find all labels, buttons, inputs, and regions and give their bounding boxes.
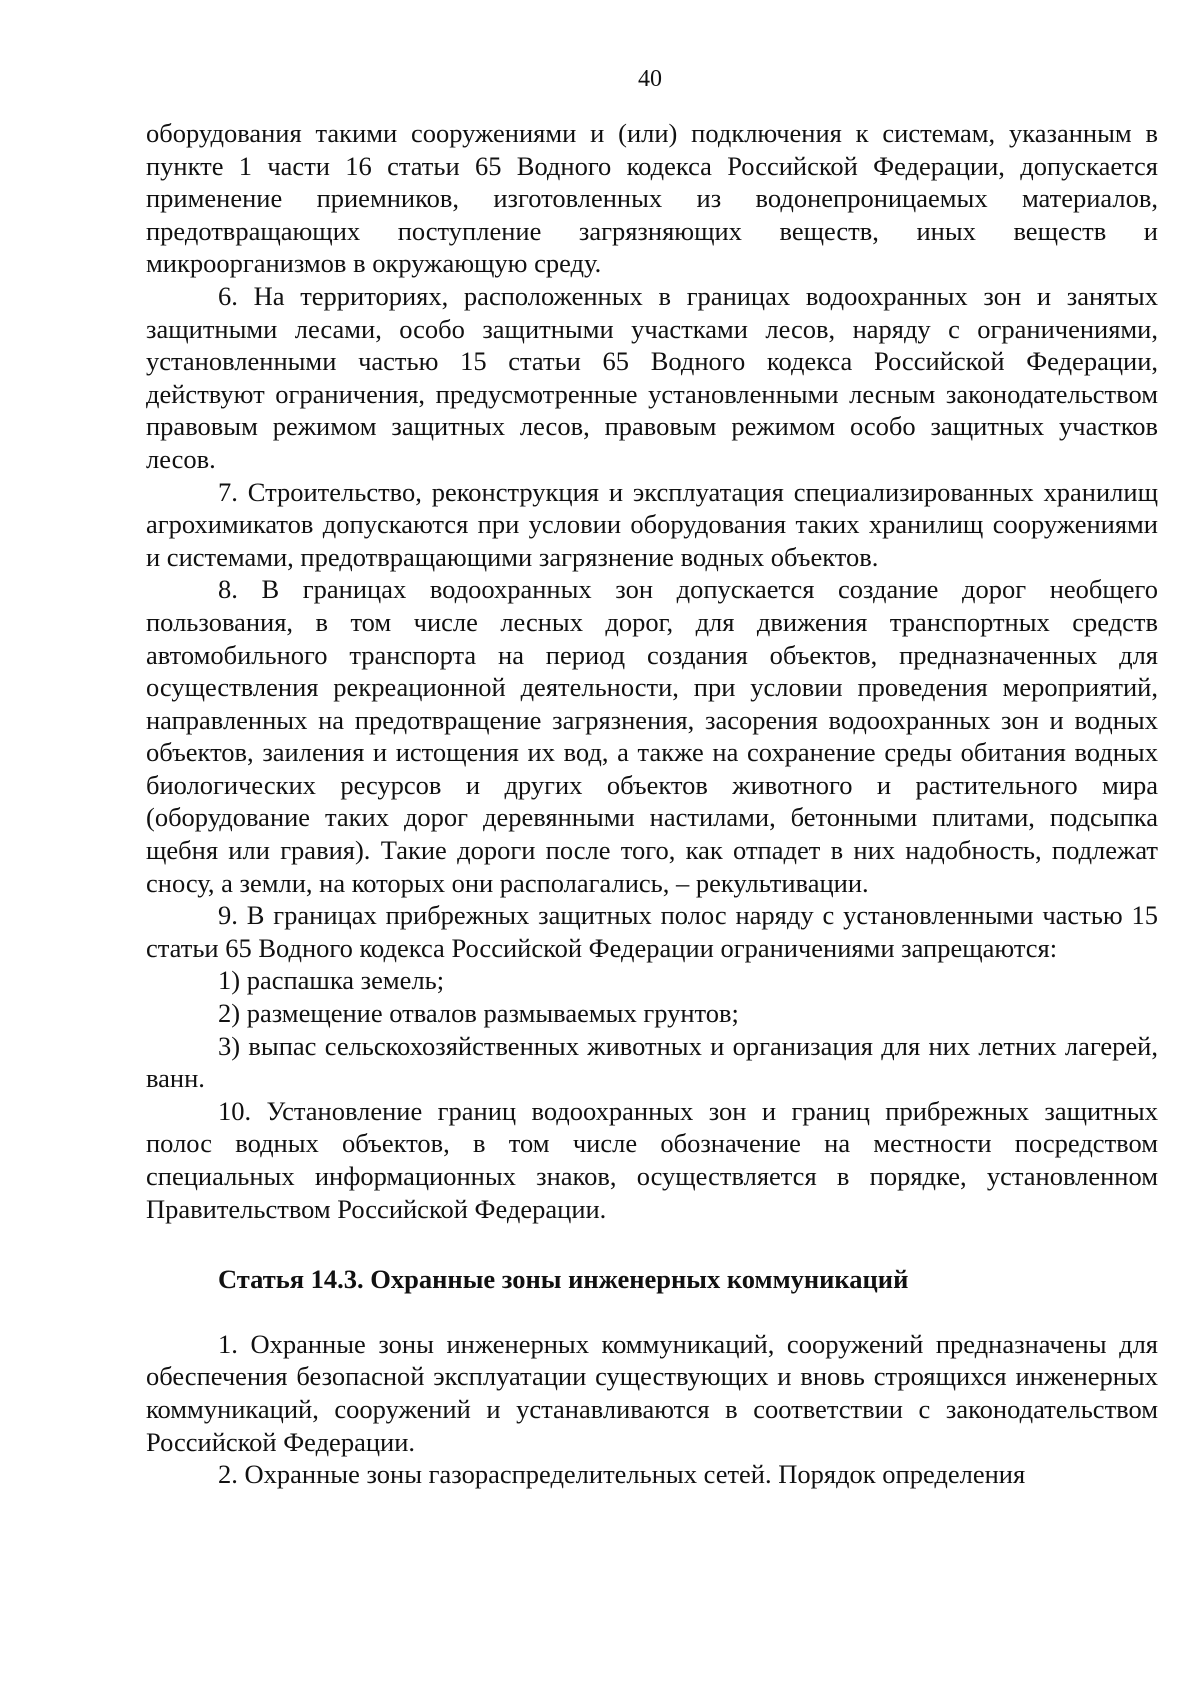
paragraph-item-8: 8. В границах водоохранных зон допускается создание дорог необщего пользования, в том числе лесных дорог, для движения транспортных средств автомобильного транспорта на период создания объектов, предназначенных для осуществления рекреационной деятельности, при условии проведения мероприятий, направленных на предотвращение загрязнения, засорения водоохранных зон и водных объектов, заиления и истощения их вод, а также на сохранение среды обитания водных биологических ресурсов и других объектов животного и растительного мира (оборудование таких дорог деревянными настилами, бетонными плитами, подсыпка щебня или гравия). Такие дороги после того, как отпадет в них надобность, подлежат сносу, а земли, на которых они располагались, – рекультивации. [146, 574, 1158, 898]
article-paragraph-1: 1. Охранные зоны инженерных коммуникаций, сооружений предназначены для обеспечения безопасной эксплуатации существующих и вновь строящихся инженерных коммуникаций, сооружений и устанавливаются в соответствии с законодательством Российской Федерации. [146, 1328, 1158, 1457]
paragraph-item-6: 6. На территориях, расположенных в границах водоохранных зон и занятых защитными лесами, особо защитными участками лесов, наряду с ограничениями, установленными частью 15 статьи 65 Водного кодекса Российской Федерации, действуют ограничения, предусмотренные установленными лесным законодательством правовым режимом защитных лесов, правовым режимом особо защитных участков лесов. [146, 280, 1158, 474]
article-heading: Статья 14.3. Охранные зоны инженерных коммуникаций [218, 1264, 909, 1295]
paragraph-item-10: 10. Установление границ водоохранных зон и границ прибрежных защитных полос водных объектов, в том числе обозначение на местности посредством специальных информационных знаков, осуществляется в порядке, установленном Правительством Российской Федерации. [146, 1095, 1158, 1224]
article-paragraph-2: 2. Охранные зоны газораспределительных сетей. Порядок определения [218, 1459, 1026, 1490]
paragraph-continuation: оборудования такими сооружениями и (или) подключения к системам, указанным в пункте 1 части 16 статьи 65 Водного кодекса Российской Федерации, допускается применение приемников, изготовленных из водонепроницаемых материалов, предотвращающих поступление загрязняющих веществ, иных веществ и микроорганизмов в окружающую среду. [146, 118, 1158, 279]
list-item-2: 2) размещение отвалов размываемых грунтов; [218, 998, 739, 1029]
list-item-1: 1) распашка земель; [218, 965, 445, 996]
list-item-3: 3) выпас сельскохозяйственных животных и организация для них летних лагерей, ванн. [146, 1030, 1158, 1094]
paragraph-item-7: 7. Строительство, реконструкция и эксплуатация специализированных хранилищ агрохимикатов допускаются при условии оборудования таких хранилищ сооружениями и системами, предотвращающими загрязнение водных объектов. [146, 476, 1158, 572]
document-body [146, 117, 1158, 1491]
paragraph-item-9: 9. В границах прибрежных защитных полос наряду с установленными частью 15 статьи 65 Водного кодекса Российской Федерации ограничениями запрещаются: [146, 900, 1158, 963]
page-number: 40 [638, 66, 662, 92]
